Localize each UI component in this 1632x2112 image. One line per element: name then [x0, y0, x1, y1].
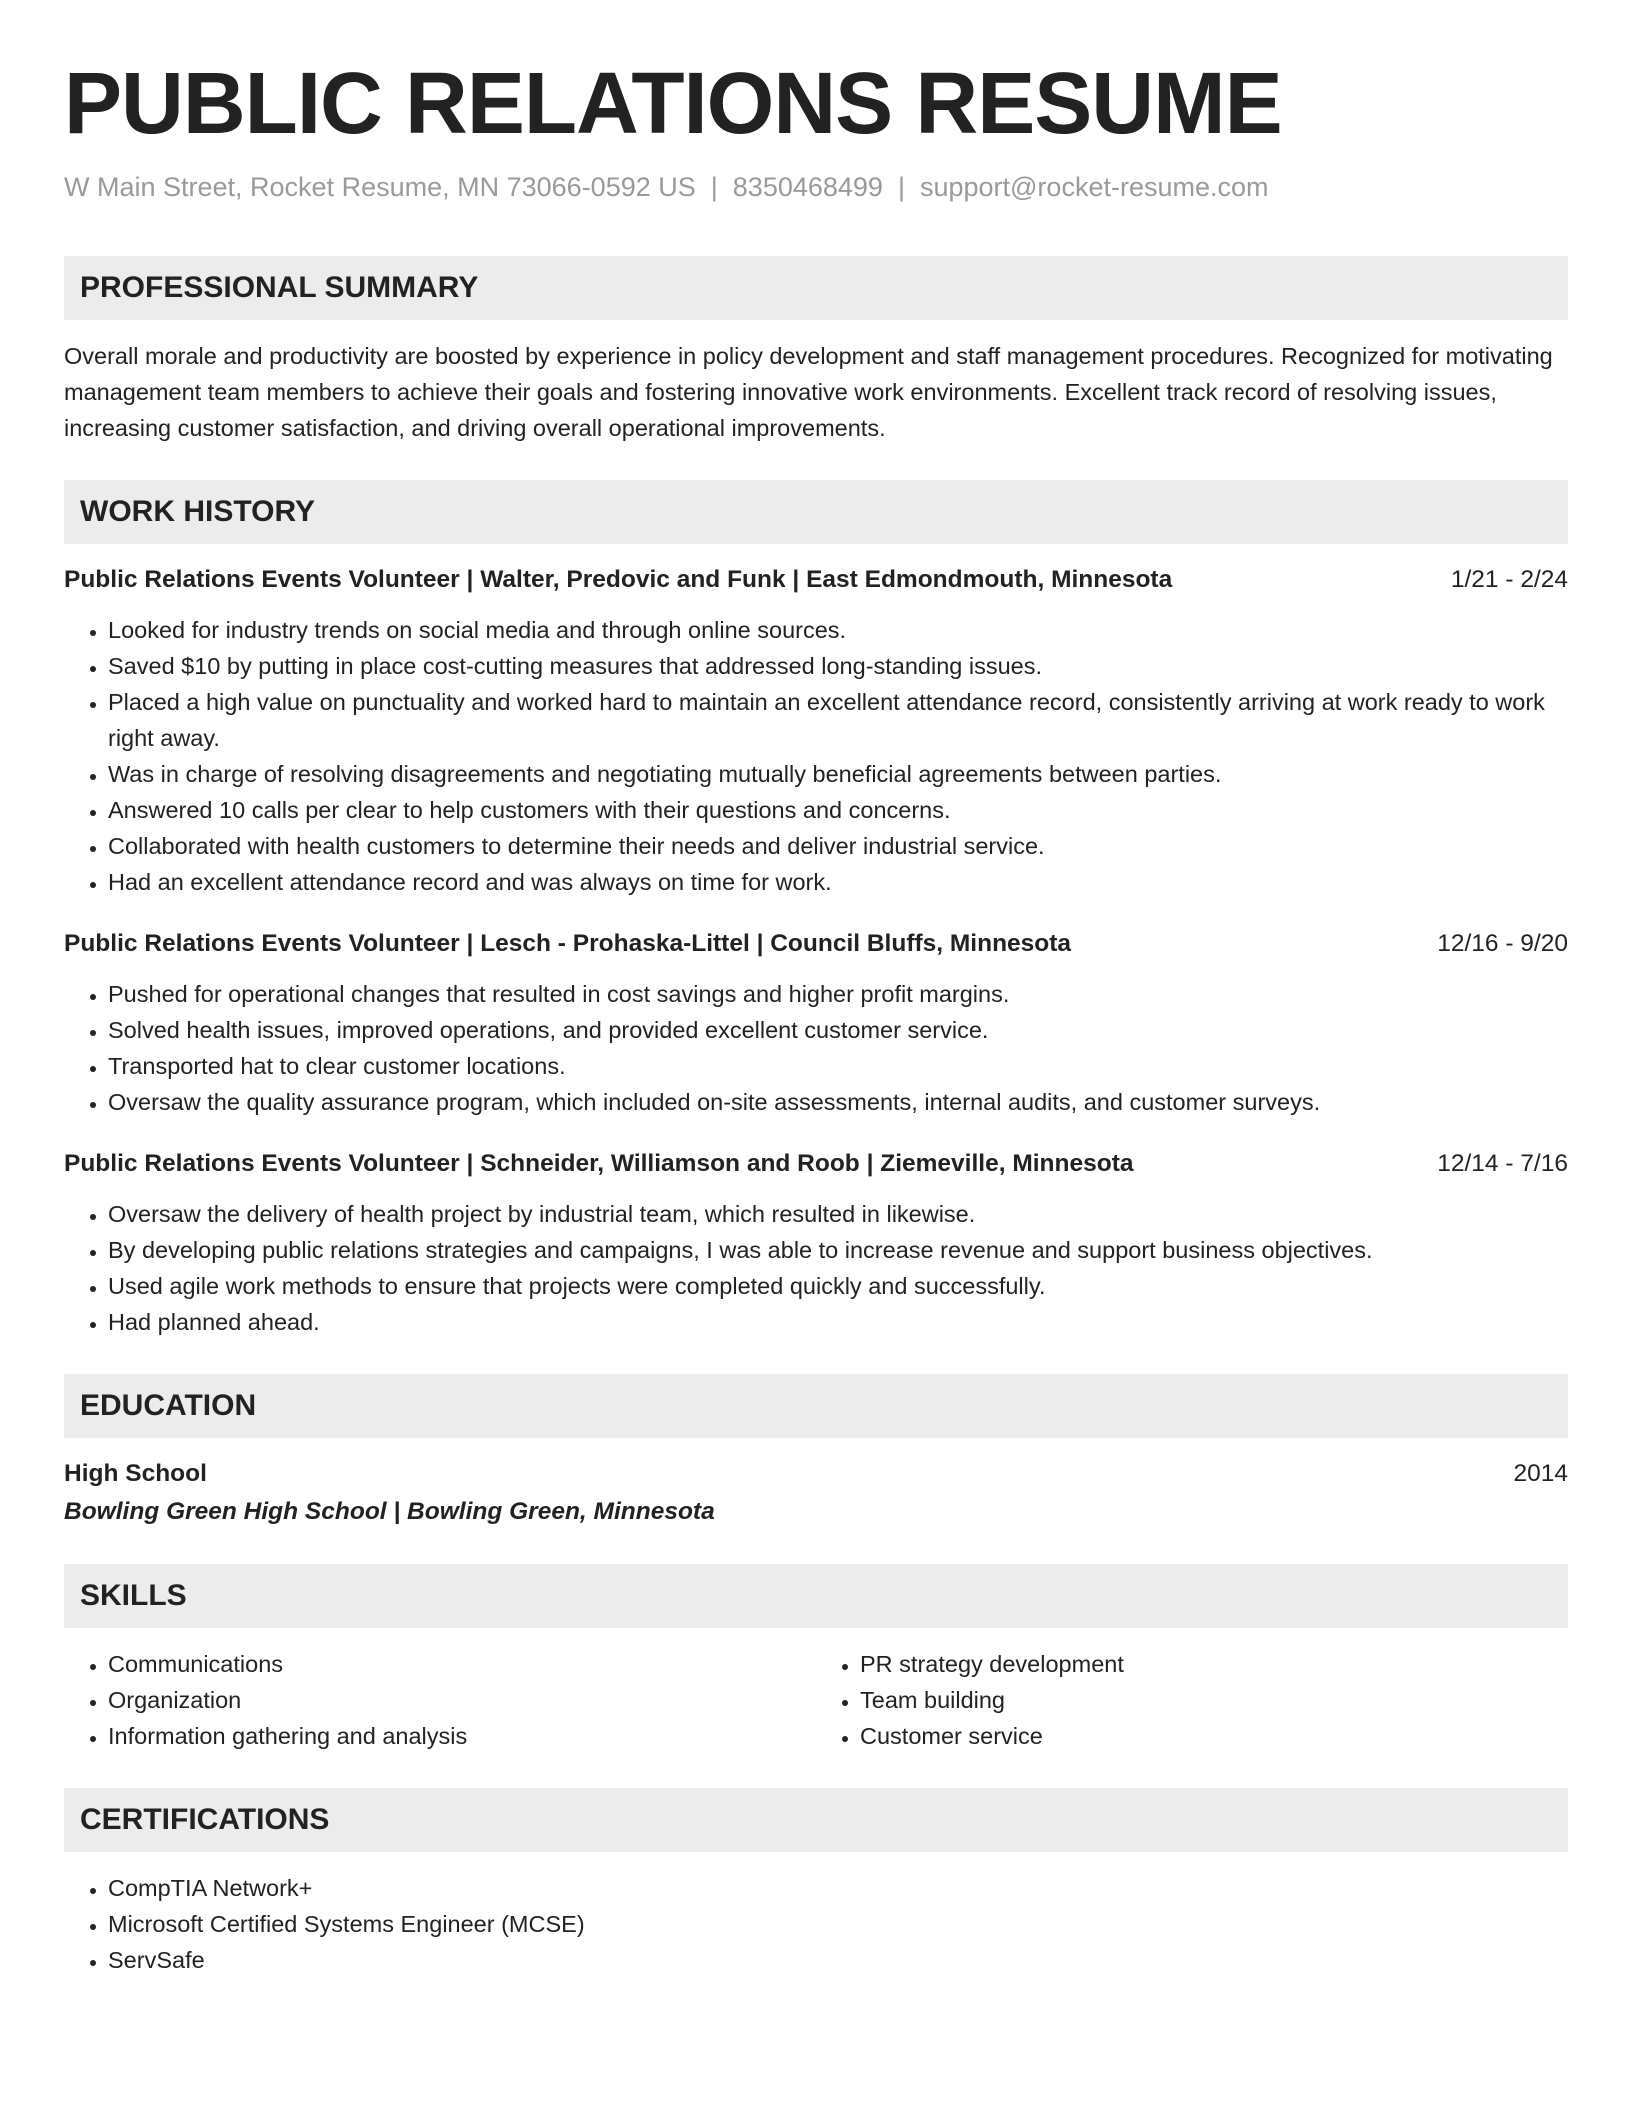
- job-header: [64, 926, 1568, 962]
- certification-item: • ServSafe: [108, 1942, 1568, 1978]
- job-bullet: • Collaborated with health customers to determine their needs and deliver industrial service.: [108, 828, 1568, 864]
- job-bullet: • By developing public relations strategies and campaigns, I was able to increase revenue and support business objectives.: [108, 1232, 1568, 1268]
- job-bullet: • Saved $10 by putting in place cost-cutting measures that addressed long-standing issues.: [108, 648, 1568, 684]
- section-heading-work-history: WORK HISTORY: [64, 480, 1568, 544]
- job-bullet: • Solved health issues, improved operations, and provided excellent customer service.: [108, 1012, 1568, 1048]
- job-bullet: • Oversaw the delivery of health project by industrial team, which resulted in likewise.: [108, 1196, 1568, 1232]
- section-heading-summary: PROFESSIONAL SUMMARY: [64, 256, 1568, 320]
- contact-address: W Main Street, Rocket Resume, MN 73066-0592 US: [64, 172, 696, 202]
- job-bullet: • Pushed for operational changes that resulted in cost savings and higher profit margins.: [108, 976, 1568, 1012]
- job-bullet: • Transported hat to clear customer locations.: [108, 1048, 1568, 1084]
- certifications-list: [64, 1870, 1568, 1978]
- job-bullet: • Had planned ahead.: [108, 1304, 1568, 1340]
- job-bullets: [64, 1196, 1568, 1340]
- job-bullet: • Looked for industry trends on social media and through online sources.: [108, 612, 1568, 648]
- job-dates: 12/16 - 9/20: [1437, 930, 1568, 957]
- summary-text: Overall morale and productivity are boosted by experience in policy development and staff management procedures. Recognized for motivating management team members to achieve their goals and fostering innovative work environments. Excellent track record of resolving issues, increasing customer satisfaction, and driving overall operational improvements.: [64, 343, 1553, 441]
- skills-column-left: [64, 1646, 816, 1754]
- section-heading-skills: SKILLS: [64, 1564, 1568, 1628]
- skills-list: [64, 1646, 1568, 1754]
- resume-page: [64, 0, 1568, 1978]
- job-bullet: • Used agile work methods to ensure that projects were completed quickly and successfully.: [108, 1268, 1568, 1304]
- skill-item: • Team building: [860, 1682, 1568, 1718]
- section-heading-education: EDUCATION: [64, 1374, 1568, 1438]
- skill-item: • Communications: [108, 1646, 816, 1682]
- job-bullet: • Had an excellent attendance record and was always on time for work.: [108, 864, 1568, 900]
- job-entry: [64, 1146, 1568, 1340]
- contact-line: [64, 170, 1568, 204]
- job-dates: 12/14 - 7/16: [1437, 1150, 1568, 1177]
- education-degree: High School: [64, 1460, 207, 1487]
- job-bullets: [64, 612, 1568, 900]
- job-header: [64, 1146, 1568, 1182]
- contact-phone: 8350468499: [732, 172, 883, 202]
- education-school: Bowling Green High School | Bowling Green, Minnesota: [64, 1498, 715, 1525]
- job-entry: [64, 562, 1568, 900]
- skills-column-right: [816, 1646, 1568, 1754]
- job-bullet: • Placed a high value on punctuality and worked hard to maintain an excellent attendance record, consistently arriving at work ready to work right away.: [108, 684, 1568, 756]
- education-header: [64, 1456, 1568, 1492]
- contact-separator: |: [710, 172, 718, 202]
- job-bullet: • Answered 10 calls per clear to help customers with their questions and concerns.: [108, 792, 1568, 828]
- skill-item: • Information gathering and analysis: [108, 1718, 816, 1754]
- job-bullet: • Oversaw the quality assurance program, which included on-site assessments, internal audits, and customer surveys.: [108, 1084, 1568, 1120]
- job-title: Public Relations Events Volunteer | Walter, Predovic and Funk | East Edmondmouth, Minnesota: [64, 566, 1173, 593]
- job-bullets: [64, 976, 1568, 1120]
- certification-item: • Microsoft Certified Systems Engineer (MCSE): [108, 1906, 1568, 1942]
- contact-email: support@rocket-resume.com: [919, 172, 1269, 202]
- section-heading-certifications: CERTIFICATIONS: [64, 1788, 1568, 1852]
- certification-item: • CompTIA Network+: [108, 1870, 1568, 1906]
- skill-item: • PR strategy development: [860, 1646, 1568, 1682]
- job-entry: [64, 926, 1568, 1120]
- skill-item: • Customer service: [860, 1718, 1568, 1754]
- job-dates: 1/21 - 2/24: [1450, 566, 1568, 593]
- job-header: [64, 562, 1568, 598]
- job-title: Public Relations Events Volunteer | Lesch - Prohaska-Littel | Council Bluffs, Minnesota: [64, 930, 1072, 957]
- job-title: Public Relations Events Volunteer | Schneider, Williamson and Roob | Ziemeville, Minnesota: [64, 1150, 1134, 1177]
- contact-separator: |: [897, 172, 905, 202]
- skill-item: • Organization: [108, 1682, 816, 1718]
- resume-title: PUBLIC RELATIONS RESUME: [64, 55, 1282, 152]
- education-year: 2014: [1513, 1460, 1568, 1487]
- job-bullet: • Was in charge of resolving disagreements and negotiating mutually beneficial agreements between parties.: [108, 756, 1568, 792]
